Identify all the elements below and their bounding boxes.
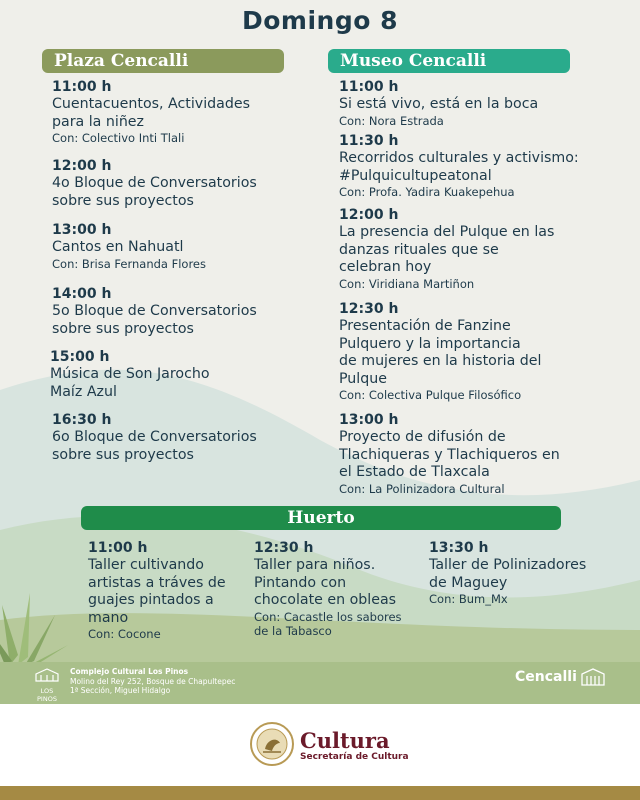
venue-museo-cencalli: Museo Cencalli: [328, 49, 570, 73]
event-host: Con: Bum_Mx: [429, 592, 508, 606]
event-desc: Taller para niños.: [254, 557, 376, 573]
event-time: 13:00 h: [339, 412, 399, 428]
event-desc: celebran hoy: [339, 259, 432, 275]
event-time: 12:30 h: [254, 540, 314, 556]
event-plaza-4: [52, 286, 257, 338]
event-plaza-2: [52, 158, 257, 210]
event-desc: Recorridos culturales y activismo:: [339, 150, 579, 166]
venue-address: [70, 667, 235, 696]
event-time: 16:30 h: [52, 412, 112, 428]
venue-huerto: Huerto: [81, 506, 561, 530]
event-time: 12:00 h: [339, 207, 399, 223]
event-desc: Pulque: [339, 370, 387, 387]
event-museo-1: [339, 79, 538, 128]
event-desc: de Maguey: [429, 574, 508, 591]
event-huerto-1: [88, 540, 226, 641]
event-time: 11:00 h: [88, 540, 148, 556]
agave-icon: [0, 585, 70, 665]
los-pinos-block: [34, 667, 235, 703]
cultura-logo-text: Cultura: [300, 728, 390, 753]
event-time: 12:00 h: [52, 158, 112, 174]
event-time: 13:30 h: [429, 540, 489, 556]
event-host: Con: Viridiana Martiñon: [339, 276, 475, 291]
event-plaza-6: [52, 412, 257, 464]
event-huerto-2: [254, 540, 402, 638]
event-desc: Si está vivo, está en la boca: [339, 96, 539, 112]
cencalli-logo: [515, 668, 606, 686]
event-plaza-5: [50, 349, 210, 401]
page-title: Domingo 8: [241, 6, 398, 35]
event-desc: 5o Bloque de Conversatorios: [52, 303, 257, 319]
event-desc: Taller de Polinizadores: [429, 557, 587, 573]
gold-strip: [0, 786, 640, 800]
address-line: 1ª Sección, Miguel Hidalgo: [70, 686, 171, 695]
event-desc: Música de Son Jarocho: [50, 366, 210, 382]
event-museo-2: [339, 133, 579, 199]
secretaria-text: Secretaría de Cultura: [300, 752, 409, 762]
venue-plaza-cencalli: Plaza Cencalli: [42, 49, 284, 73]
event-desc: sobre sus proyectos: [52, 320, 194, 337]
event-desc: chocolate en obleas: [254, 592, 397, 608]
event-time: 14:00 h: [52, 286, 112, 302]
mexico-seal-icon: [249, 721, 295, 767]
event-time: 15:00 h: [50, 349, 110, 365]
event-desc: 4o Bloque de Conversatorios: [52, 175, 257, 191]
museum-icon: [580, 668, 606, 686]
event-desc: danzas rituales que se: [339, 241, 499, 258]
event-desc: 6o Bloque de Conversatorios: [52, 429, 257, 445]
event-desc: La presencia del Pulque en las: [339, 224, 555, 240]
event-host: Con: Brisa Fernanda Flores: [52, 256, 206, 271]
event-time: 12:30 h: [339, 301, 399, 317]
event-desc: sobre sus proyectos: [52, 192, 194, 209]
venue-name: Complejo Cultural Los Pinos: [70, 667, 189, 676]
event-museo-5: [339, 412, 560, 496]
event-desc: Cantos en Nahuatl: [52, 239, 184, 255]
event-desc: sobre sus proyectos: [52, 446, 194, 463]
event-huerto-3: [429, 540, 586, 606]
event-desc: Presentación de Fanzine: [339, 318, 511, 334]
event-host: de la Tabasco: [254, 623, 332, 638]
event-desc: Tlachiqueras y Tlachiqueros en: [339, 446, 560, 463]
event-host: Con: Cacastle los sabores: [254, 609, 402, 624]
address-line: Molino del Rey 252, Bosque de Chapultepec: [70, 676, 236, 686]
event-desc: Cuentacuentos, Actividades: [52, 96, 250, 112]
event-desc: de mujeres en la historia del: [339, 353, 542, 369]
event-host: Con: La Polinizadora Cultural: [339, 481, 505, 496]
event-desc: Proyecto de difusión de: [339, 429, 506, 445]
event-desc: Maíz Azul: [50, 383, 117, 400]
event-desc: Taller cultivando: [88, 557, 204, 573]
event-time: 13:00 h: [52, 222, 112, 238]
event-desc: Pulquero y la importancia: [339, 335, 521, 352]
event-host: Con: Nora Estrada: [339, 113, 444, 128]
los-pinos-logo: [34, 667, 60, 703]
building-icon: [35, 668, 59, 682]
event-host: Con: Colectiva Pulque Filosófico: [339, 388, 522, 402]
event-plaza-1: [52, 79, 250, 145]
event-desc: mano: [88, 609, 129, 626]
los-pinos-text: LOS PINOS: [37, 687, 57, 703]
event-desc: Pintando con: [254, 574, 347, 591]
event-desc: guajes pintados a: [88, 592, 214, 608]
cencalli-text: Cencalli: [515, 669, 577, 685]
event-host: Con: Cocone: [88, 627, 161, 641]
event-desc: artistas a tráves de: [88, 574, 226, 591]
event-plaza-3: [52, 222, 206, 271]
event-time: 11:00 h: [339, 79, 399, 95]
event-host: Con: Profa. Yadira Kuakepehua: [339, 185, 515, 199]
event-desc: el Estado de Tlaxcala: [339, 464, 490, 480]
event-museo-3: [339, 207, 554, 291]
event-time: 11:30 h: [339, 133, 399, 149]
event-desc: para la niñez: [52, 113, 144, 130]
event-museo-4: [339, 301, 541, 402]
event-time: 11:00 h: [52, 79, 112, 95]
event-host: Con: Colectivo Inti Tlali: [52, 131, 185, 145]
event-desc: #Pulquicultupeatonal: [339, 167, 492, 184]
